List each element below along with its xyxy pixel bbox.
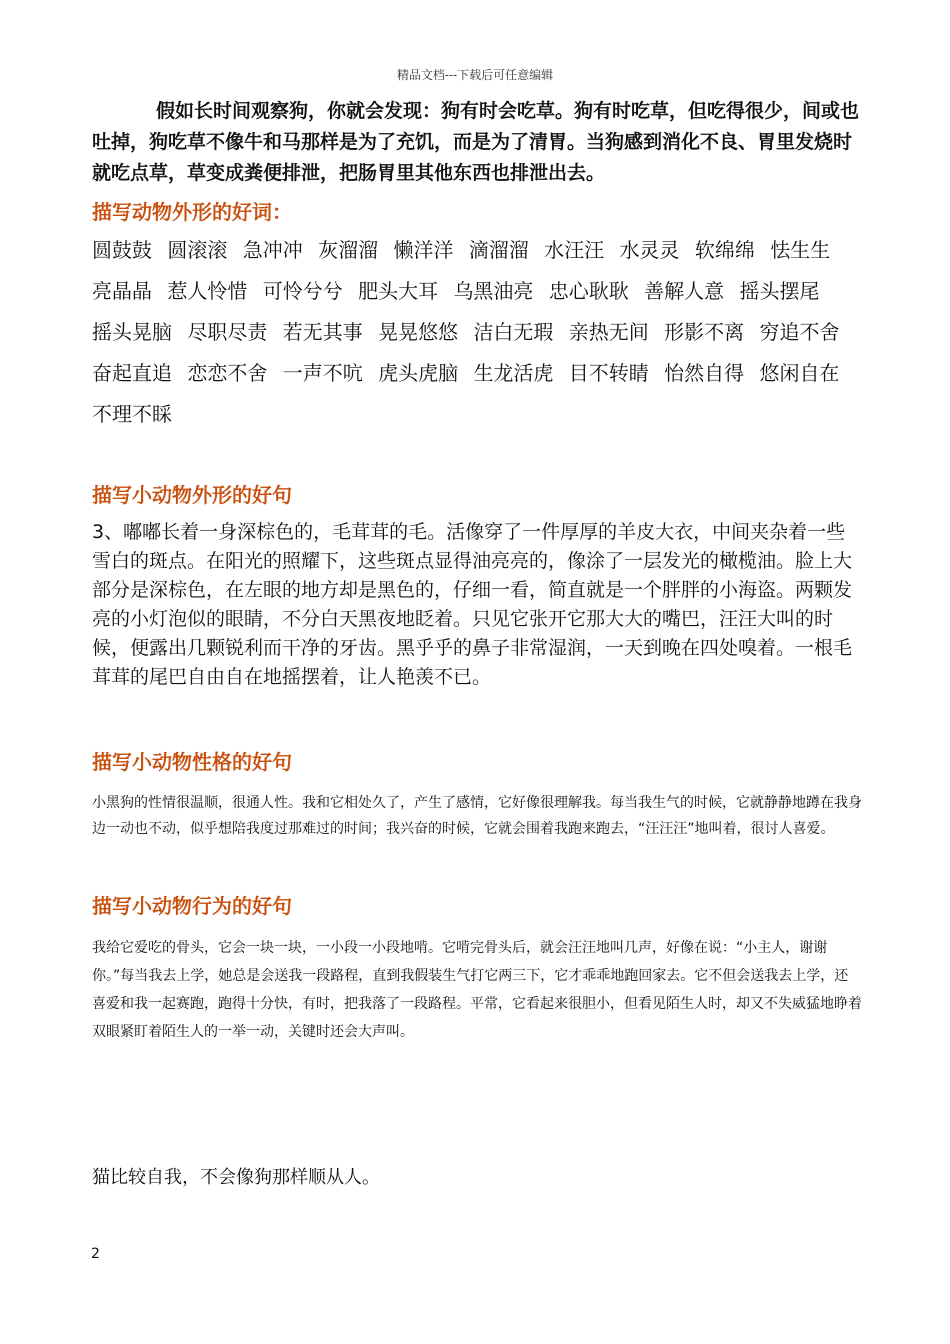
- word-item: 软绵绵: [694, 238, 755, 262]
- page-header: 精品文档---下载后可任意编辑: [396, 68, 554, 82]
- word-item: 虎头虎脑: [378, 361, 459, 385]
- word-item: 乌黑油亮: [453, 279, 534, 303]
- word-item: 滴溜溜: [468, 238, 529, 262]
- closing-line: 猫比较自我，不会像狗那样顺从人。: [92, 1167, 380, 1188]
- appearance-paragraph: 3、嘟嘟长着一身深棕色的，毛茸茸的毛。活像穿了一件厚厚的羊皮大衣，中间夹杂着一些雪白的斑点。在阳光的照耀下，这些斑点显得油亮亮的，像涂了一层发光的橄榄油。脸上大部分是深棕色，在左眼的地方却是黑色的，仔细一看，简直就是一个胖胖的小海盗。两颗发亮的小灯泡似的眼睛，不分白天黑夜地眨着。只见它张开它那大大的嘴巴，汪汪大叫的时候，便露出几颗锐利而干净的牙齿。黑乎乎的鼻子非常湿润，一天到晚在四处嗅着。一根毛茸茸的尾巴自由自在地摇摆着，让人艳羡不已。: [92, 521, 853, 688]
- word-item: 圆鼓鼓: [92, 238, 152, 262]
- word-item: 一声不吭: [282, 361, 363, 385]
- word-item: 恋恋不舍: [187, 361, 268, 385]
- word-item: 奋起直追: [92, 361, 172, 385]
- personality-paragraph: 小黑狗的性情很温顺，很通人性。我和它相处久了，产生了感情，它好像很理解我。每当我生气的时候，它就静静地蹲在我身边一动也不动，似乎想陪我度过那难过的时间；我兴奋的时候，它就会围着我跑来跑去，“汪汪汪”地叫着，很讨人喜爱。: [92, 795, 862, 837]
- word-item: 水灵灵: [619, 238, 680, 262]
- section-heading-appearance-words: 描写动物外形的好词：: [92, 200, 292, 224]
- word-item: 亲热无间: [568, 320, 649, 344]
- word-item: 若无其事: [282, 320, 363, 344]
- word-item: 晃晃悠悠: [378, 320, 459, 344]
- word-list: [92, 230, 862, 435]
- word-item: 形影不离: [664, 320, 745, 344]
- behavior-paragraph: 我给它爱吃的骨头，它会一块一块，一小段一小段地啃。它啃完骨头后，就会汪汪地叫几声，好像在说：“小主人，谢谢你。”每当我去上学，她总是会送我一段路程，直到我假装生气打它两三下，它才乖乖地跑回家去。它不但会送我去上学，还喜爱和我一起赛跑，跑得十分快，有时，把我落了一段路程。平常，它看起来很胆小，但看见陌生人时，却又不失威猛地睁着双眼紧盯着陌生人的一举一动，关键时还会大声叫。: [92, 940, 862, 1040]
- section-heading-personality: 描写小动物性格的好句: [92, 750, 292, 774]
- word-item: 怯生生: [770, 238, 831, 262]
- word-item: 尽职尽责: [187, 320, 268, 344]
- intro-paragraph: 假如长时间观察狗，你就会发现：狗有时会吃草。狗有时吃草，但吃得很少，间或也吐掉，狗吃草不像牛和马那样是为了充饥，而是为了清胃。当狗感到消化不良、胃里发烧时就吃点草，草变成粪便排泄，把肠胃里其他东西也排泄出去。: [92, 100, 860, 184]
- word-item: 水汪汪: [544, 238, 605, 262]
- word-item: 摇头摆尾: [739, 279, 820, 303]
- word-item: 懒洋洋: [393, 238, 454, 262]
- word-item: 洁白无瑕: [473, 320, 554, 344]
- word-item: 穷追不舍: [759, 320, 840, 344]
- section-heading-behavior: 描写小动物行为的好句: [92, 894, 292, 918]
- word-item: 灰溜溜: [318, 238, 379, 262]
- word-item: 亮晶晶: [92, 279, 152, 303]
- word-item: 急冲冲: [242, 238, 303, 262]
- word-item: 惹人怜惜: [167, 279, 248, 303]
- word-item: 生龙活虎: [473, 361, 554, 385]
- word-item: 忠心耿耿: [548, 279, 629, 303]
- word-item: 善解人意: [644, 279, 725, 303]
- word-item: 可怜兮兮: [262, 279, 343, 303]
- section-heading-appearance-sentences: 描写小动物外形的好句: [92, 483, 292, 507]
- word-item: 摇头晃脑: [92, 320, 172, 344]
- word-item: 悠闲自在: [759, 361, 840, 385]
- page-number: 2: [91, 1246, 100, 1262]
- word-item: 圆滚滚: [167, 238, 228, 262]
- word-item: 怡然自得: [664, 361, 745, 385]
- word-item: 不理不睬: [92, 402, 172, 426]
- word-item: 肥头大耳: [358, 279, 439, 303]
- word-item: 目不转睛: [568, 361, 649, 385]
